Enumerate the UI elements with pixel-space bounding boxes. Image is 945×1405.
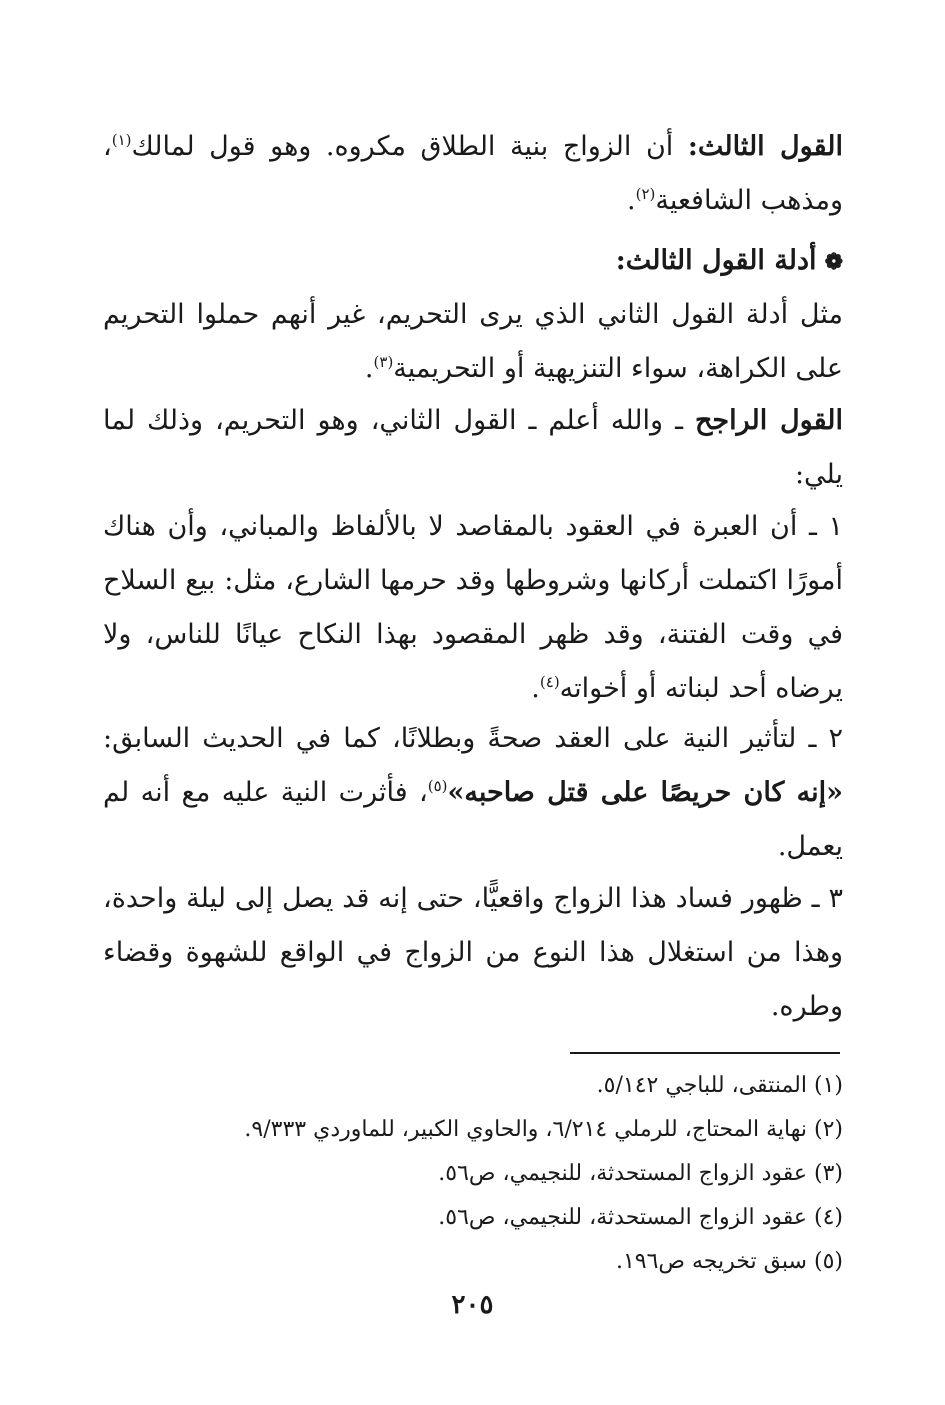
footnote-3: (٣) عقود الزواج المستحدثة، للنجيمي، ص٥٦. [438,1161,843,1186]
reason-3-text: ٣ ـ ظهور فساد هذا الزواج واقعيًّا، حتى إنه قد يصل إلى ليلة واحدة، وهذا من استغلال هذا النوع من الزواج في الواقع للشهوة وقضاء وطره. [103,883,843,1022]
footnote-1: (١) المنتقى، للباجي ٥/١٤٢. [596,1073,843,1098]
third-opinion-end: . [627,185,636,216]
evidence-end: . [364,353,374,384]
third-opinion-mid: ، ومذهب الشافعية [103,131,843,216]
hadith-quote: «إنه كان حريصًا على قتل صاحبه» [447,777,843,808]
evidence-text: مثل أدلة القول الثاني الذي يرى التحريم، غير أنهم حملوا التحريم على الكراهة، سواء التنزيهية أو التحريمية [103,299,843,384]
paragraph-reason-1 [103,500,843,716]
page-number: ٢٠٥ [451,1290,494,1320]
paragraph-third-opinion [103,120,843,228]
paragraph-evidence [103,288,843,396]
paragraph-reason-3 [103,872,843,1034]
paragraph-reason-2 [103,712,843,874]
reason-1-text: ١ ـ أن العبرة في العقود بالمقاصد لا بالألفاظ والمباني، وأن هناك أمورًا اكتملت أركانها وشروطها وقد حرمها الشارع، مثل: بيع السلاح في وقت الفتنة، وقد ظهر المقصود بهذا النكاح عيانًا للناس، ولا يرضاه أحد لبناته أو أخواته [103,511,843,704]
preferred-opinion-label: القول الراجح [694,405,843,436]
third-opinion-text: أن الزواج بنية الطلاق مكروه. وهو قول لمالك [131,131,688,162]
footnote-2: (٢) نهاية المحتاج، للرملي ٦/٢١٤، والحاوي الكبير، للماوردي ٩/٣٣٣. [244,1117,843,1142]
footnote-divider [570,1052,840,1054]
reason-2-end: ، فأثرت النية عليه مع أنه لم يعمل. [103,777,843,862]
footnote-ref-5[interactable]: (٥) [427,777,448,795]
footnote-5: (٥) سبق تخريجه ص١٩٦. [615,1249,843,1274]
footnote-ref-1[interactable]: (١) [111,131,132,149]
flower-bullet-icon: ❁ [824,249,843,275]
section-heading [103,234,843,289]
footnote-ref-4[interactable]: (٤) [539,673,560,691]
section-heading-text: أدلة القول الثالث: [615,245,817,276]
footnote-ref-2[interactable]: (٢) [635,185,656,203]
footnote-ref-3[interactable]: (٣) [373,353,394,371]
preferred-opinion-text: ـ والله أعلم ـ القول الثاني، وهو التحريم، وذلك لما يلي: [103,405,843,490]
footnote-4: (٤) عقود الزواج المستحدثة، للنجيمي، ص٥٦. [438,1205,843,1230]
paragraph-preferred-opinion [103,394,843,502]
reason-2-text: ٢ ـ لتأثير النية على العقد صحةً وبطلانًا، كما في الحديث السابق: [103,723,843,754]
third-opinion-label: القول الثالث: [687,131,843,162]
reason-1-end: . [531,673,540,704]
